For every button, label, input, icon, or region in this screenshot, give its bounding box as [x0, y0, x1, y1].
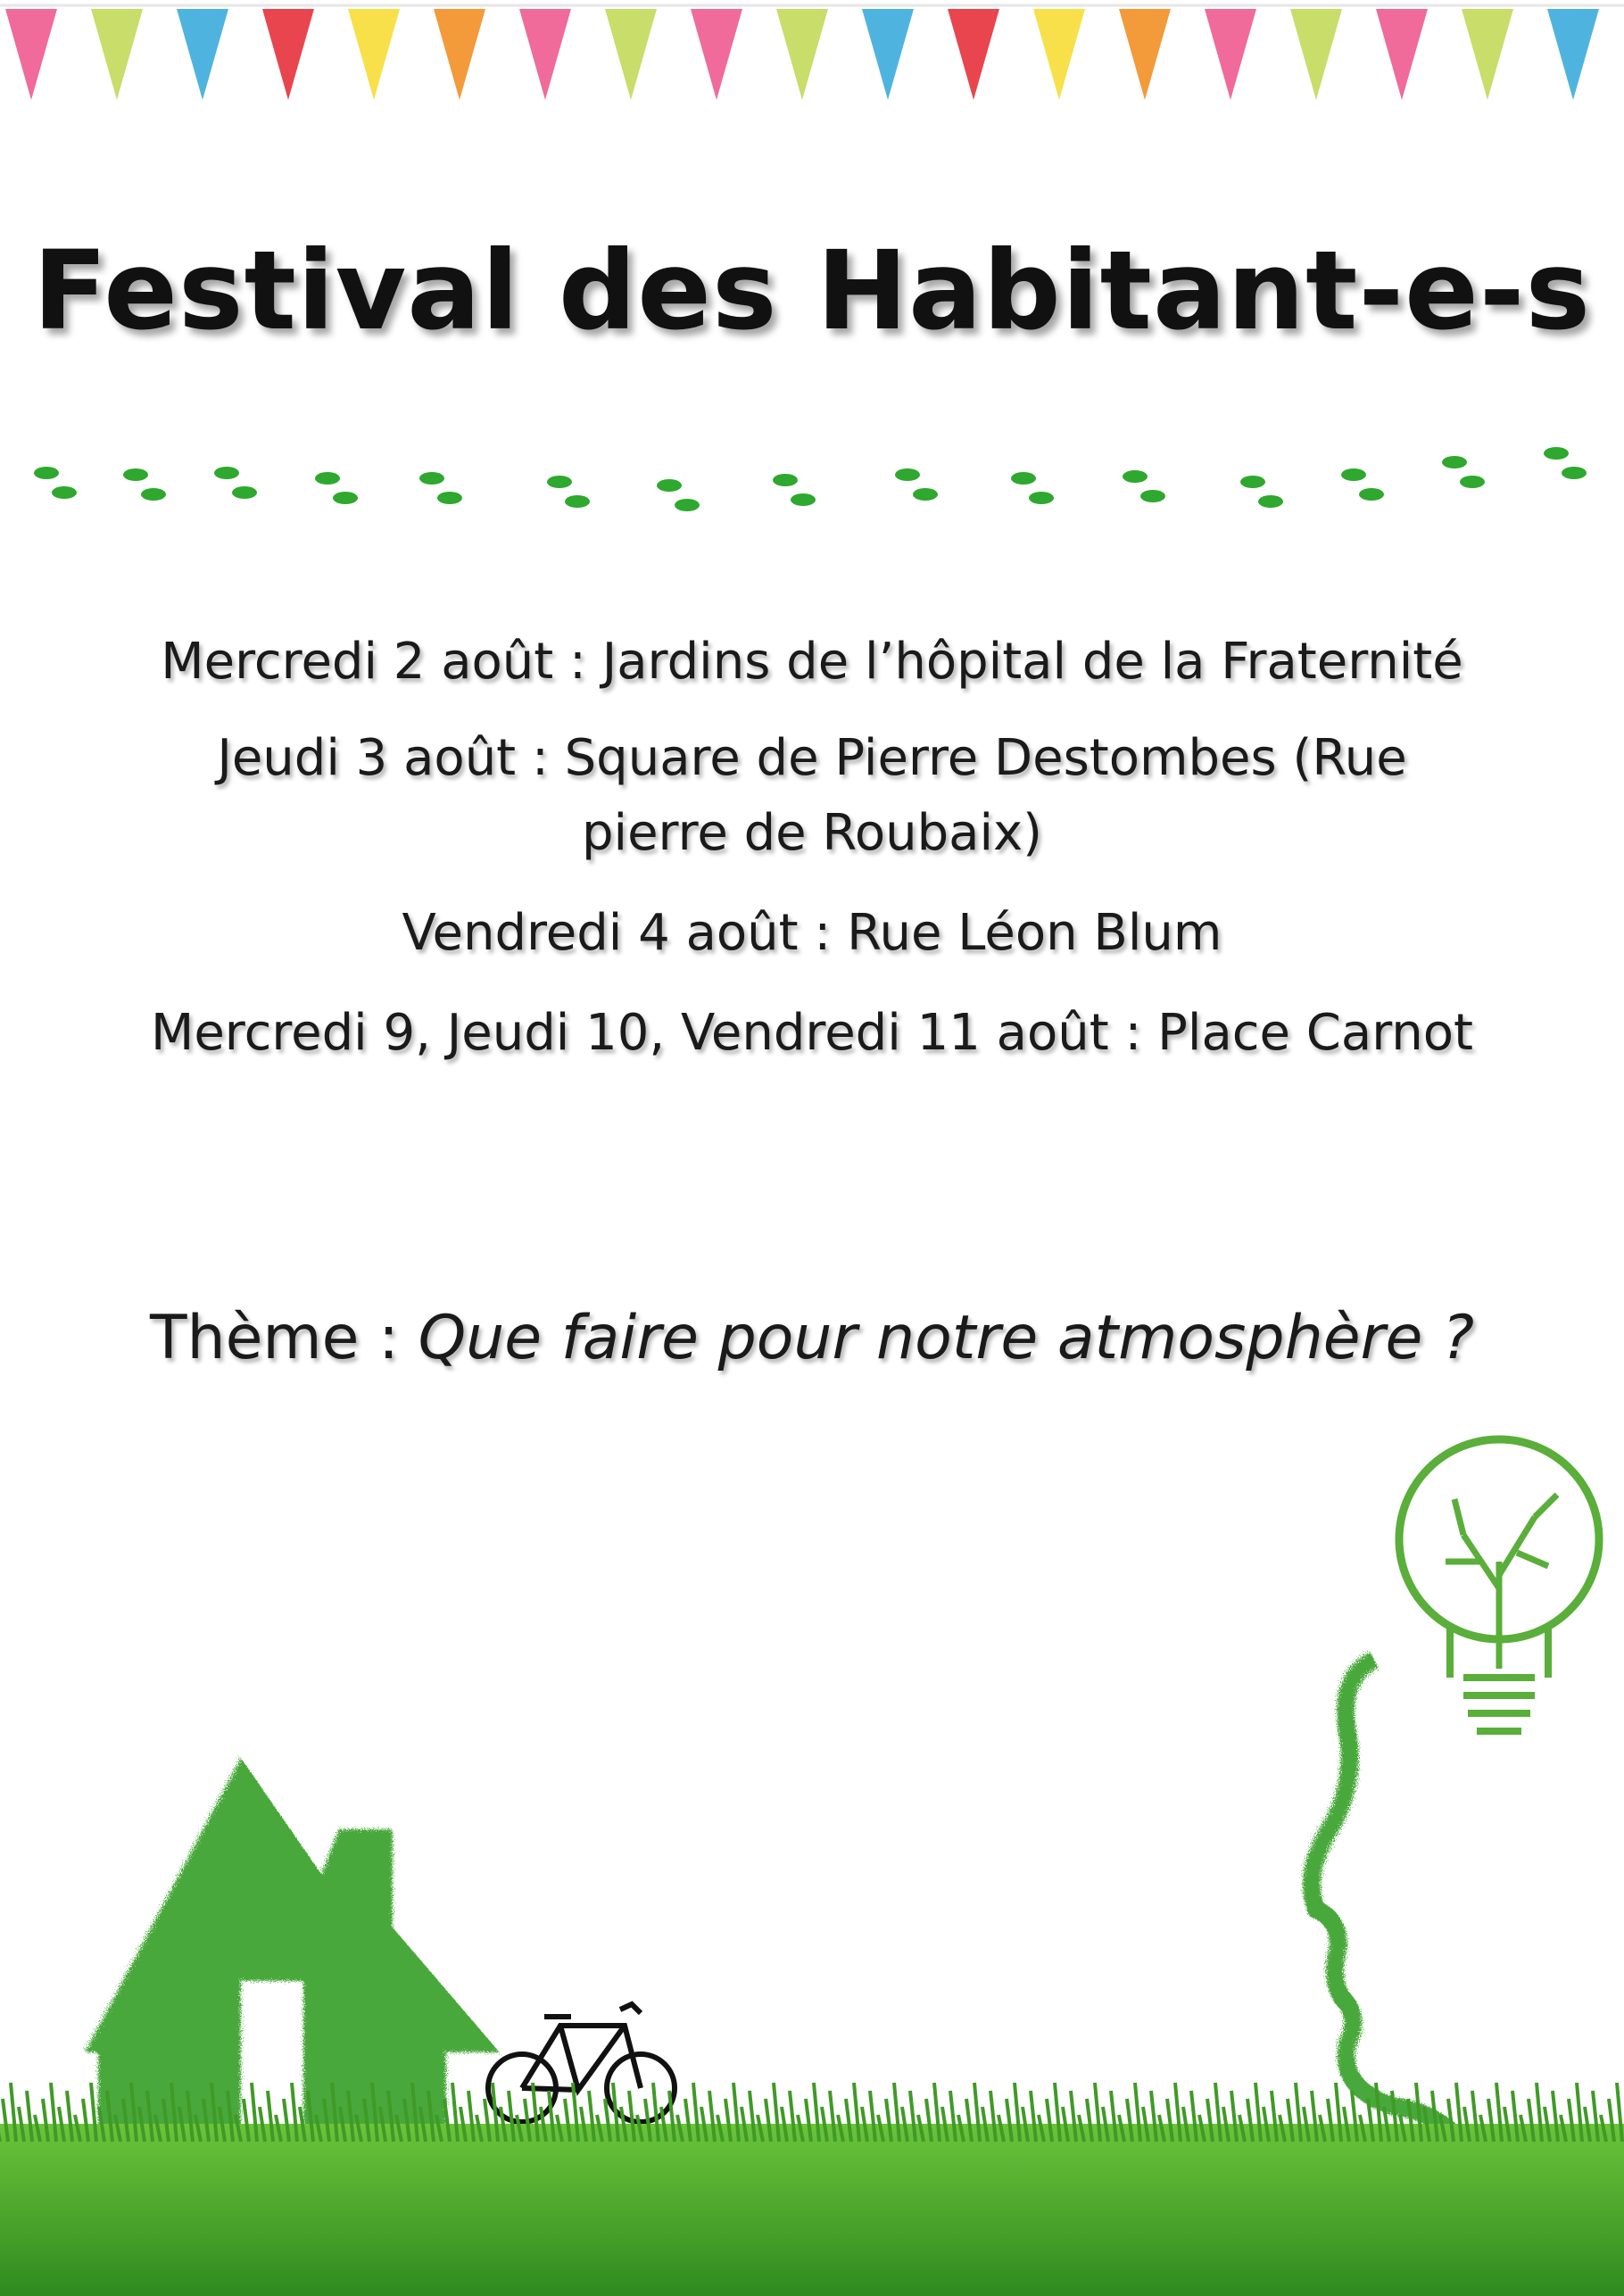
footprint	[1011, 472, 1054, 504]
schedule-item: Jeudi 3 août : Square de Pierre Destombes (Rue pierre de Roubaix)	[217, 729, 1407, 862]
footprint	[547, 476, 590, 508]
bunting-garland	[0, 0, 1624, 116]
schedule-item: Mercredi 2 août : Jardins de l’hôpital de la Fraternité	[161, 633, 1463, 691]
bunting-flag	[776, 9, 828, 100]
theme-text: Que faire pour notre atmosphère ?	[418, 1303, 1475, 1373]
footprints-icon	[0, 419, 1624, 535]
bunting-flag	[1290, 9, 1342, 100]
footprint	[1442, 456, 1485, 488]
bunting-flag	[691, 9, 742, 100]
bunting-flag	[1462, 9, 1513, 100]
bunting-flag	[1119, 9, 1171, 100]
bunting-flag	[1547, 9, 1599, 100]
eco-illustration	[0, 1410, 1624, 2296]
footprint	[1123, 470, 1165, 502]
bunting-flag	[5, 9, 57, 100]
bunting-flag	[519, 9, 571, 100]
page-title: Festival des Habitant-e-s	[32, 228, 1592, 354]
footprint	[773, 474, 816, 506]
bunting-flag	[348, 9, 400, 100]
footprint	[1544, 447, 1587, 479]
bunting-flag	[1376, 9, 1428, 100]
theme-label: Thème :	[149, 1303, 418, 1373]
footprint	[34, 467, 77, 499]
bunting-flag	[1205, 9, 1256, 100]
footprint	[1341, 468, 1384, 501]
footprint	[419, 472, 462, 504]
footprint	[657, 479, 700, 511]
bunting-flag	[262, 9, 314, 100]
bunting-flag	[91, 9, 143, 100]
bunting-flag	[1033, 9, 1085, 100]
lightbulb-tree-icon	[1399, 1439, 1599, 1731]
footprint	[315, 472, 358, 504]
footprint	[895, 468, 938, 501]
bunting-flag	[862, 9, 914, 100]
schedule-list	[0, 625, 1624, 1071]
footprint	[123, 468, 166, 501]
schedule-item: Mercredi 9, Jeudi 10, Vendredi 11 août : Place Carnot	[151, 1004, 1473, 1062]
schedule-item: Vendredi 4 août : Rue Léon Blum	[402, 904, 1222, 962]
footprint	[1240, 476, 1283, 508]
footprint	[214, 467, 257, 499]
bunting-flag	[605, 9, 657, 100]
bunting-flag	[948, 9, 999, 100]
bunting-flag	[434, 9, 485, 100]
bunting-flag	[177, 9, 228, 100]
theme-line	[0, 1303, 1624, 1373]
